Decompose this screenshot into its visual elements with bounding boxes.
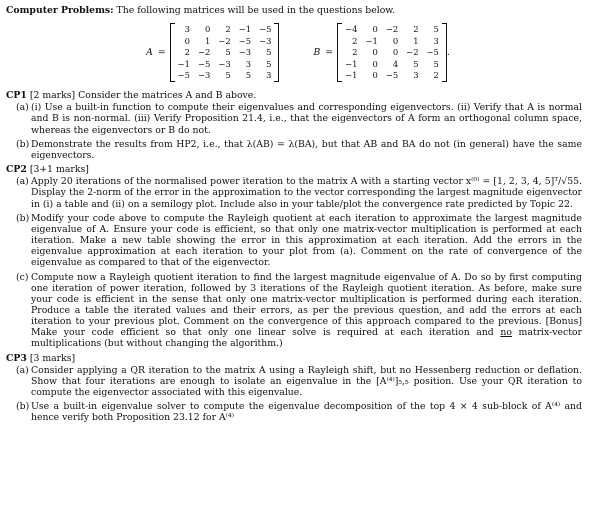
matrix-cell: 0 [372, 69, 378, 80]
matrix-cell: −1 [177, 58, 191, 69]
cp2-a-text: Apply 20 iterations of the normalised power iteration to the matrix A with a starting vector x⁽⁰⁾ = [1, 2, 3, 4, 5]ᵀ/√55. Display the 2-norm of the error in the approximation to the vector corresponding the largest magnitude eigenvector in (i) a table and (ii) on a semilogy plot. Include also in your table/plot the convergence rate predicted by Topic 22. [31, 176, 582, 210]
cp2-c-text [31, 272, 590, 350]
matrix-cell: 5 [225, 69, 231, 80]
matrix-cell: 0 [372, 24, 378, 35]
cp2-code: CP2 [6, 164, 27, 176]
matrix-cell: 3 [245, 58, 252, 69]
matrix-cell: 3 [184, 24, 191, 35]
matrix-cell: 5 [266, 47, 272, 58]
cp2-c-text-after: matrix-vector multiplications (but without changing the algorithm.) [31, 327, 582, 350]
document-page [6, 5, 590, 427]
cp3-b-label: (b) [16, 401, 30, 413]
matrix-cell: −3 [238, 47, 252, 58]
matrix-b-label: B [313, 46, 321, 58]
matrix-cell: 2 [225, 24, 231, 35]
matrix-a-table [174, 24, 276, 81]
matrix-b-block [313, 24, 449, 81]
intro-paragraph [6, 5, 590, 16]
matrix-row [341, 35, 443, 46]
matrix-definitions [6, 20, 590, 84]
cp3-heading [6, 353, 590, 364]
matrix-cell: −5 [259, 24, 272, 35]
matrix-cell: 0 [372, 47, 378, 58]
matrix-cell: 2 [352, 47, 358, 58]
matrix-cell: −5 [198, 58, 211, 69]
cp1-marks: [2 marks] [29, 90, 76, 102]
cp1-part-b [16, 139, 590, 161]
cp2-a-label: (a) [16, 176, 29, 188]
matrix-cell: 5 [245, 69, 252, 80]
matrix-row [174, 24, 276, 35]
matrix-a-label: A [146, 46, 153, 58]
matrix-row [174, 58, 276, 69]
matrix-cell: −2 [406, 47, 419, 58]
matrix-b-table [341, 24, 443, 81]
matrix-cell: 5 [433, 24, 439, 35]
matrix-cell: −1 [238, 24, 252, 35]
matrix-cell: −3 [259, 35, 272, 46]
cp3-code: CP3 [6, 352, 27, 364]
matrix-cell: −2 [218, 35, 231, 46]
matrix-row [174, 69, 276, 80]
cp2-marks: [3+1 marks] [29, 164, 89, 176]
cp1-code: CP1 [6, 90, 27, 102]
intro-text: The following matrices will be used in the questions below. [113, 5, 396, 16]
matrix-a-block [146, 24, 279, 81]
matrix-cell: −3 [198, 69, 211, 80]
cp1-stem: Consider the matrices A and B above. [78, 90, 257, 102]
cp3-marks: [3 marks] [29, 352, 76, 364]
cp1-a-text: (i) Use a built-in function to compute their eigenvalues and corresponding eigenvectors. (ii) Verify that A is normal and B is non-normal. (iii) Verify Proposition 21.4, i.e., that the eigenvectors of A form an orthogonal column space, whereas the eigenvectors or B do not. [31, 102, 582, 136]
matrix-row [341, 58, 443, 69]
matrix-cell: 3 [433, 35, 439, 46]
cp2-b-text: Modify your code above to compute the Rayleigh quotient at each iteration to approximate the largest magnitude eigenvalue of A. Ensure your code is efficient, so that only one matrix-vector multiplication is performed at each iteration. Make a new table showing the error in this approximation at each iteration. Add the errors in the eigenvalue approximation at each iteration to your plot from (a). Comment on the rate of convergence of the eigenvalue as compared to that of the eigenvector. [31, 212, 582, 269]
cp2-part-a [16, 176, 590, 209]
cp1-part-a [16, 102, 590, 135]
cp1-b-text: Demonstrate the results from HP2, i.e., that λ(AB) = λ(BA), but that AB and BA do not (in general) have the same eigenvectors. [31, 138, 582, 161]
matrix-cell: −4 [345, 24, 358, 35]
matrix-cell: 2 [413, 24, 419, 35]
cp2-c-text-before: Compute now a Rayleigh quotient iteration to find the largest magnitude eigenvalue of A. Do so by first computing one iteration of power iteration, followed by 3 iterations of the Rayleigh quotient iteration. As before, make sure your code is efficient in the sense that only one matrix-vector multiplication is performed during each iteration. Produce a table the iterated values and their errors, as per the previous question, and add the errors at each iteration to your previous plot. Comment on the convergence of this approach compared to the previous. [Bonus] Make your code efficient so that only one linear solve is required at each iteration and [31, 271, 582, 339]
matrix-cell: −3 [218, 58, 231, 69]
matrix-cell: 5 [433, 58, 439, 69]
cp1-b-label: (b) [16, 138, 30, 150]
matrix-cell: 3 [266, 69, 272, 80]
cp1-heading [6, 90, 590, 101]
cp3-part-a [16, 365, 590, 398]
cp2-part-b [16, 213, 590, 269]
matrix-cell: −2 [198, 47, 211, 58]
matrix-row [341, 46, 443, 57]
matrix-cell: −1 [345, 69, 358, 80]
matrix-b-period: . [446, 46, 450, 58]
cp3-b-text: Use a built-in eigenvalue solver to compute the eigenvalue decomposition of the top 4 × 4 sub-block of A⁽⁴⁾ and hence verify both Proposition 23.12 for A⁽⁴⁾ [31, 401, 582, 424]
cp1-a-label: (a) [16, 102, 29, 114]
matrix-row [341, 69, 443, 80]
matrix-cell: 0 [392, 35, 399, 46]
matrix-cell: 5 [266, 58, 272, 69]
matrix-cell: 0 [392, 47, 399, 58]
matrix-cell: 2 [352, 35, 358, 46]
matrix-cell: 1 [205, 35, 211, 46]
matrix-cell: 0 [372, 58, 378, 69]
matrix-b-equals: = [325, 46, 334, 58]
intro-heading: Computer Problems: [6, 5, 114, 16]
matrix-cell: 5 [413, 58, 419, 69]
matrix-cell: −5 [238, 35, 252, 46]
matrix-a [170, 24, 280, 81]
cp2-heading [6, 164, 590, 175]
matrix-cell: 5 [225, 47, 231, 58]
cp3-a-text: Consider applying a QR iteration to the matrix A using a Rayleigh shift, but no Hessenberg reduction or deflation. Show that four iterations are enough to isolate an eigenvalue in the [A⁽⁴⁾]₅,₅ position. Use your QR iteration to compute the eigenvector associated with this eigenvalue. [31, 364, 582, 399]
matrix-cell: −5 [385, 69, 399, 80]
cp2-c-underlined: no [500, 327, 512, 339]
matrix-cell: −1 [345, 58, 358, 69]
matrix-a-equals: = [157, 46, 166, 58]
matrix-cell: 3 [413, 69, 419, 80]
cp2-c-label: (c) [16, 271, 29, 283]
cp2-part-c [16, 272, 590, 350]
matrix-cell: −1 [365, 35, 378, 46]
matrix-cell: 0 [184, 35, 191, 46]
matrix-row [341, 24, 443, 35]
cp2-b-label: (b) [16, 212, 30, 224]
matrix-b [337, 24, 447, 81]
cp3-part-b [16, 401, 590, 423]
matrix-cell: 2 [433, 69, 439, 80]
matrix-cell: −5 [426, 47, 439, 58]
matrix-cell: −2 [385, 24, 399, 35]
cp3-a-label: (a) [16, 364, 29, 376]
matrix-row [174, 35, 276, 46]
matrix-cell: 1 [413, 35, 419, 46]
matrix-row [174, 46, 276, 57]
matrix-cell: −5 [177, 69, 191, 80]
matrix-cell: 0 [205, 24, 211, 35]
matrix-cell: 2 [184, 47, 191, 58]
matrix-cell: 4 [392, 58, 399, 69]
